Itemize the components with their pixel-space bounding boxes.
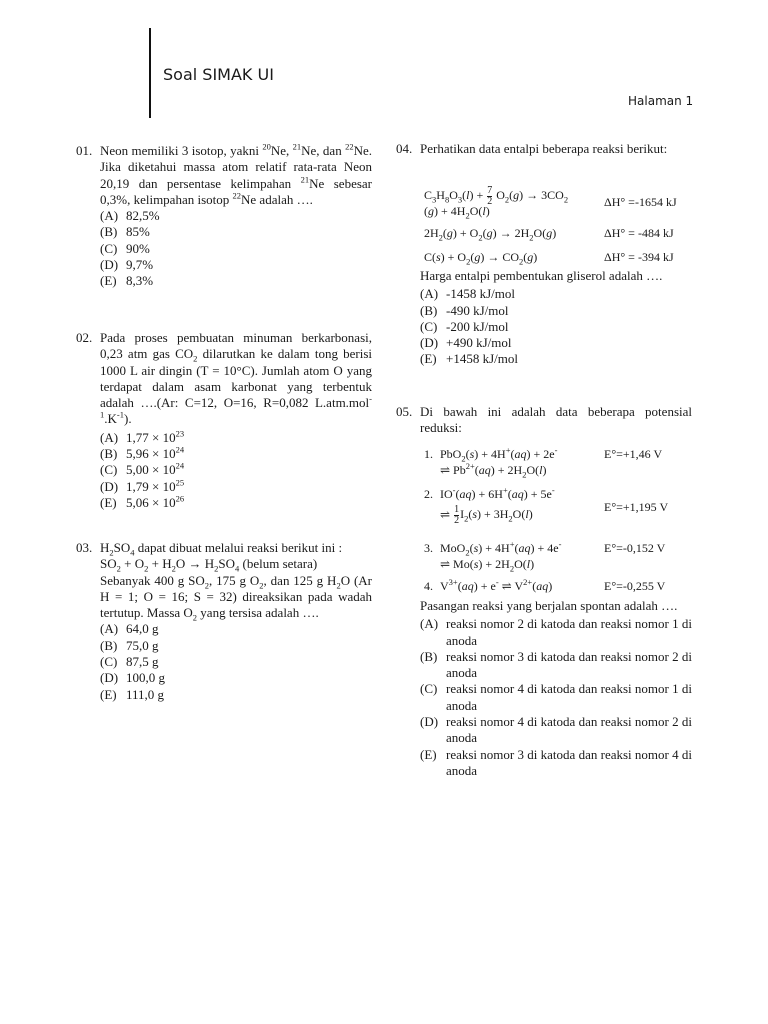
answer-option <box>420 681 692 714</box>
reaction-3: $C(s) + O_2(g) \to CO_2(g)$ <box>424 250 538 267</box>
option-text: -1458 kJ/mol <box>446 286 515 302</box>
answer-option <box>100 462 372 478</box>
option-text: $5,96 \times 10^{24}$ <box>126 444 185 462</box>
option-text: 100,0 g <box>126 670 165 686</box>
answer-option <box>420 303 692 319</box>
potential-1-number: 1. <box>424 447 433 461</box>
potential-2-line-1: IO-(aq) + 6H+(aq) + 5e- <box>440 485 555 501</box>
answer-option <box>420 335 692 351</box>
option-text: reaksi nomor 4 di katoda dan reaksi nomor 2 di anoda <box>446 714 692 746</box>
page-number: Halaman 1 <box>628 94 694 108</box>
option-label: (D) <box>100 478 119 494</box>
potential-2-line-2: ⇌ $\frac{1}{2}$ $I_2(s) + 3H_2O(l)$ <box>440 504 533 526</box>
answer-option <box>100 224 372 240</box>
answer-option <box>420 286 692 302</box>
option-list <box>100 430 372 511</box>
option-label: (B) <box>420 302 438 318</box>
option-label: (A) <box>420 616 439 632</box>
option-text: 64,0 g <box>126 621 159 637</box>
option-text: $1,79 \times 10^{25}$ <box>126 477 185 494</box>
question-text: Pasangan reaksi yang berjalan spontan adalah …. (A) reaksi nomor 2 di katoda dan reaksi nomor 1 di anoda (B) reaksi nomor 3 di katoda dan reaksi nomor 2 di anoda (C) reaksi nomor 4 di katoda dan reaksi nomor 1 di anoda (D) reaksi nomor 4 di katoda dan reaksi nomor 2 di anoda (E) reaksi nomor 3 di katoda dan reaksi nomor 4 di anoda <box>420 598 692 778</box>
fraction: $\frac{1}{2}$ <box>454 504 460 526</box>
question-number: 05. <box>396 404 413 419</box>
question-text: Pada proses pembuatan minuman berkarbonasi, 0,23 atm gas $CO_2$ dilarutkan ke dalam tong berisi 1000 L air dingin (T = 10°C). Jumlah atom O yang terdapat dalam asam karbonat yang terbentuk adalah ….(Ar: C=12, O=16, R=0,082 $L.atm.mol^{-1}.K^{-1}$). <box>100 330 372 427</box>
answer-option <box>420 649 692 682</box>
option-text: 8,3% <box>126 273 154 289</box>
option-label: (A) <box>100 621 119 637</box>
option-text: 87,5 g <box>126 654 159 670</box>
answer-option <box>420 351 692 367</box>
question-text: $H_2SO_4$ dapat dibuat melalui reaksi berikut ini : $SO_2 + O_2 + H_2O \to H_2SO_4$ (belum setara) Sebanyak 400 g $SO_2$, 175 g $O_2$, dan 125 g $H_2O$ (Ar H = 1; O = 16; S = 32) direaksikan pada wadah tertutup. Massa $O_2$ yang tersisa adalah …. <box>100 540 373 623</box>
question-number: 01. <box>76 143 93 158</box>
option-list <box>420 616 692 779</box>
question-05 <box>396 404 692 804</box>
answer-option <box>100 687 372 703</box>
potential-1-value: E°=+1,46 V <box>604 447 663 461</box>
answer-option <box>100 621 372 637</box>
option-text: -200 kJ/mol <box>446 318 509 334</box>
question-number: 02. <box>76 330 93 345</box>
question-intro: Di bawah ini adalah data beberapa potensial reduksi: <box>420 404 692 436</box>
option-label: (B) <box>100 224 118 240</box>
option-label: (A) <box>420 286 439 302</box>
answer-option <box>420 714 692 747</box>
answer-option <box>100 273 372 289</box>
option-label: (C) <box>100 240 118 256</box>
option-label: (D) <box>100 257 119 273</box>
option-label: (C) <box>100 462 118 478</box>
question-text: Neon memiliki 3 isotop, yakni $^{20}$Ne, $^{21}$Ne, dan $^{22}$Ne. Jika diketahui massa atom relatif rata-rata Neon 20,19 dan persentase kelimpahan $^{21}$Ne sebesar 0,3%, kelimpahan isotop $^{22}$Ne adalah …. <box>100 141 372 207</box>
option-label: (A) <box>100 208 119 224</box>
potential-2-value: E°=+1,195 V <box>604 500 669 514</box>
answer-option <box>100 654 372 670</box>
answer-option <box>100 638 372 654</box>
option-label: (E) <box>100 686 117 702</box>
option-text: reaksi nomor 4 di katoda dan reaksi nomor 1 di anoda <box>446 681 692 713</box>
reaction-1-enthalpy: ΔH° =-1654 kJ <box>604 195 677 209</box>
option-text: $5,06 \times 10^{26}$ <box>126 493 185 510</box>
answer-option <box>100 257 372 273</box>
answer-option <box>100 479 372 495</box>
potential-1-line-1: PbO$_2$(s) + 4H+(aq) + 2e- <box>440 445 558 464</box>
option-list <box>100 208 372 289</box>
option-label: (A) <box>100 429 119 445</box>
option-label: (B) <box>420 648 438 664</box>
option-label: (C) <box>420 681 438 697</box>
question-04 <box>396 141 692 391</box>
option-text: reaksi nomor 2 di katoda dan reaksi nomor 1 di anoda <box>446 616 692 648</box>
answer-option <box>420 616 692 649</box>
option-text: reaksi nomor 3 di katoda dan reaksi nomor 4 di anoda <box>446 746 692 778</box>
answer-option <box>100 430 372 446</box>
answer-option <box>100 495 372 511</box>
option-label: (C) <box>420 318 438 334</box>
option-label: (E) <box>100 273 117 289</box>
option-text: 75,0 g <box>126 637 159 653</box>
option-label: (C) <box>100 654 118 670</box>
potential-4-number: 4. <box>424 579 433 593</box>
header-rule <box>149 28 151 118</box>
answer-option <box>420 747 692 780</box>
option-label: (D) <box>100 670 119 686</box>
answer-option <box>100 670 372 686</box>
reaction-1-line-1: $C_3H_8O_3(l)$ + $\frac{7}{2}$ $O_2(g) \to 3CO_2$ <box>424 185 569 207</box>
option-text: reaksi nomor 3 di katoda dan reaksi nomor 2 di anoda <box>446 648 692 681</box>
potential-4-value: E°=-0,255 V <box>604 579 666 593</box>
option-label: (E) <box>420 351 437 367</box>
page-title: Soal SIMAK UI <box>163 65 274 84</box>
option-text: 82,5% <box>126 208 160 224</box>
option-label: (B) <box>100 637 118 653</box>
option-label: (E) <box>420 746 437 762</box>
potential-2-number: 2. <box>424 487 433 501</box>
option-text: +490 kJ/mol <box>446 335 512 351</box>
option-text: 9,7% <box>126 257 154 273</box>
question-body <box>100 143 372 290</box>
option-text: $5,00 \times 10^{24}$ <box>126 461 185 478</box>
option-text: $1,77 \times 10^{23}$ <box>126 428 185 445</box>
reaction-2: $2H_2(g) + O_2(g) \to 2H_2O(g)$ <box>424 226 557 243</box>
answer-option <box>420 319 692 335</box>
question-body <box>100 330 372 511</box>
potential-3-line-2: ⇌ $Mo(s) + 2H_2O(l)$ <box>440 557 535 574</box>
option-list <box>100 621 372 702</box>
potential-3-line-1: MoO$_2$(s) + 4H+(aq) + 4e- <box>440 539 562 558</box>
answer-option <box>100 446 372 462</box>
question-body <box>100 540 372 703</box>
potential-4-line-1: $V^{3+}(aq) + e^-$ ⇌ $V^{2+}(aq)$ <box>440 577 553 593</box>
answer-option <box>100 208 372 224</box>
fraction: $\frac{7}{2}$ <box>487 185 493 207</box>
reaction-2-enthalpy: ΔH° = -484 kJ <box>604 226 674 240</box>
answer-option <box>100 241 372 257</box>
potential-1-line-2: ⇌ $Pb^{2+}(aq) + 2H_2O(l)$ <box>440 461 547 480</box>
question-intro: Perhatikan data entalpi beberapa reaksi berikut: <box>420 141 668 156</box>
option-text: 85% <box>126 224 150 240</box>
question-number: 03. <box>76 540 93 555</box>
option-label: (E) <box>100 494 117 510</box>
potential-3-number: 3. <box>424 541 433 555</box>
option-label: (D) <box>420 714 439 730</box>
option-text: 111,0 g <box>126 686 165 702</box>
option-text: +1458 kJ/mol <box>446 351 518 367</box>
potential-3-value: E°=-0,152 V <box>604 541 666 555</box>
question-text: Harga entalpi pembentukan gliserol adalah …. (A) -1458 kJ/mol (B) -490 kJ/mol (C) -200 kJ/mol (D) +490 kJ/mol (E) +1458 kJ/mol <box>420 268 692 368</box>
option-text: 90% <box>126 240 150 256</box>
reaction-1-line-2: $(g) + 4H_2O(l)$ <box>424 204 490 221</box>
option-label: (D) <box>420 335 439 351</box>
question-number: 04. <box>396 141 413 156</box>
option-text: -490 kJ/mol <box>446 302 509 318</box>
option-list <box>420 286 692 367</box>
option-label: (B) <box>100 446 118 462</box>
reaction-3-enthalpy: ΔH° = -394 kJ <box>604 250 674 264</box>
